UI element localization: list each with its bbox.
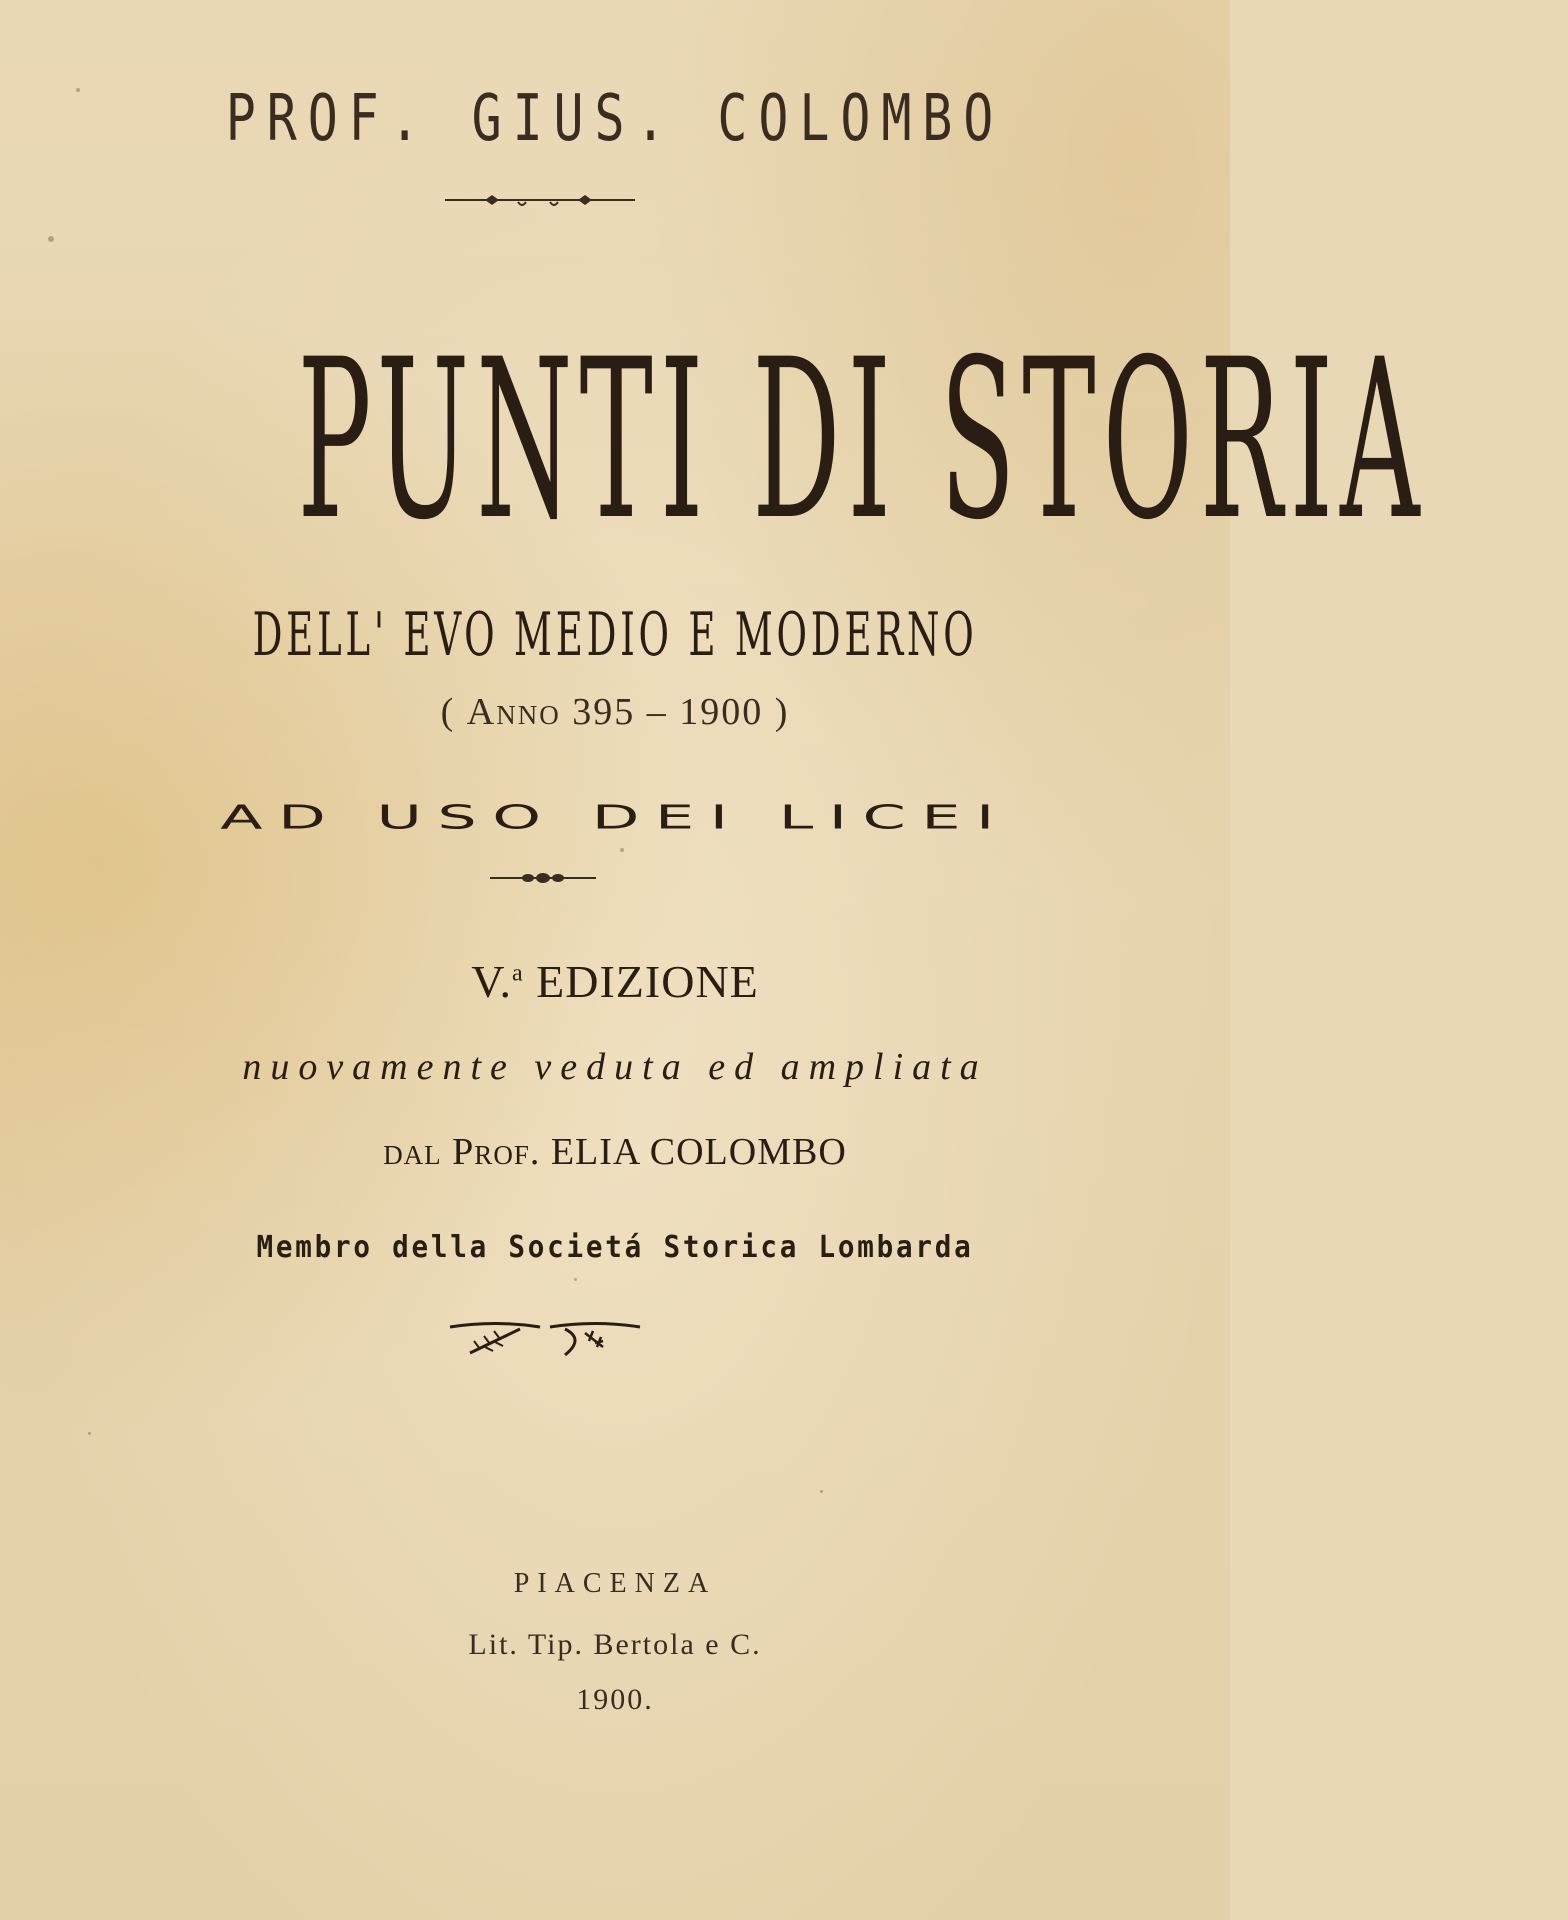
year-range-label: Anno [466, 691, 561, 733]
imprint-city: PIACENZA [513, 1568, 717, 1599]
paper-speck [48, 236, 54, 242]
book-subtitle: DELL' EVO MEDIO E MODERNO [252, 600, 978, 670]
paper-speck [76, 88, 80, 92]
editor-name: ELIA COLOMBO [540, 1131, 847, 1173]
author-rule-ornament [440, 190, 640, 214]
paper-speck [820, 1490, 823, 1493]
intended-use: AD USO DEI LICEI [220, 799, 1010, 837]
year-range: ( Anno 395 – 1900 ) [440, 691, 790, 733]
paper-speck [620, 848, 624, 852]
revision-note: nuovamente veduta ed ampliata [242, 1046, 988, 1088]
editor-prefix: dal Prof. [383, 1131, 541, 1173]
imprint-year: 1900. [576, 1683, 654, 1716]
imprint-printer: Lit. Tip. Bertola e C. [468, 1628, 762, 1661]
edition-label: V.$^a$ EDIZIONE [471, 956, 759, 1007]
use-rule-ornament [488, 868, 598, 888]
editor-line [0, 1130, 1230, 1174]
fleuron-ornament [445, 1315, 645, 1365]
paper-speck [574, 1278, 577, 1281]
paper-speck [88, 1432, 91, 1435]
author-line: PROF. GIUS. COLOMBO [225, 82, 1005, 156]
editor-affiliation: Membro della Societá Storica Lombarda [256, 1230, 974, 1265]
book-title: PUNTI DI STORIA [297, 312, 1427, 568]
